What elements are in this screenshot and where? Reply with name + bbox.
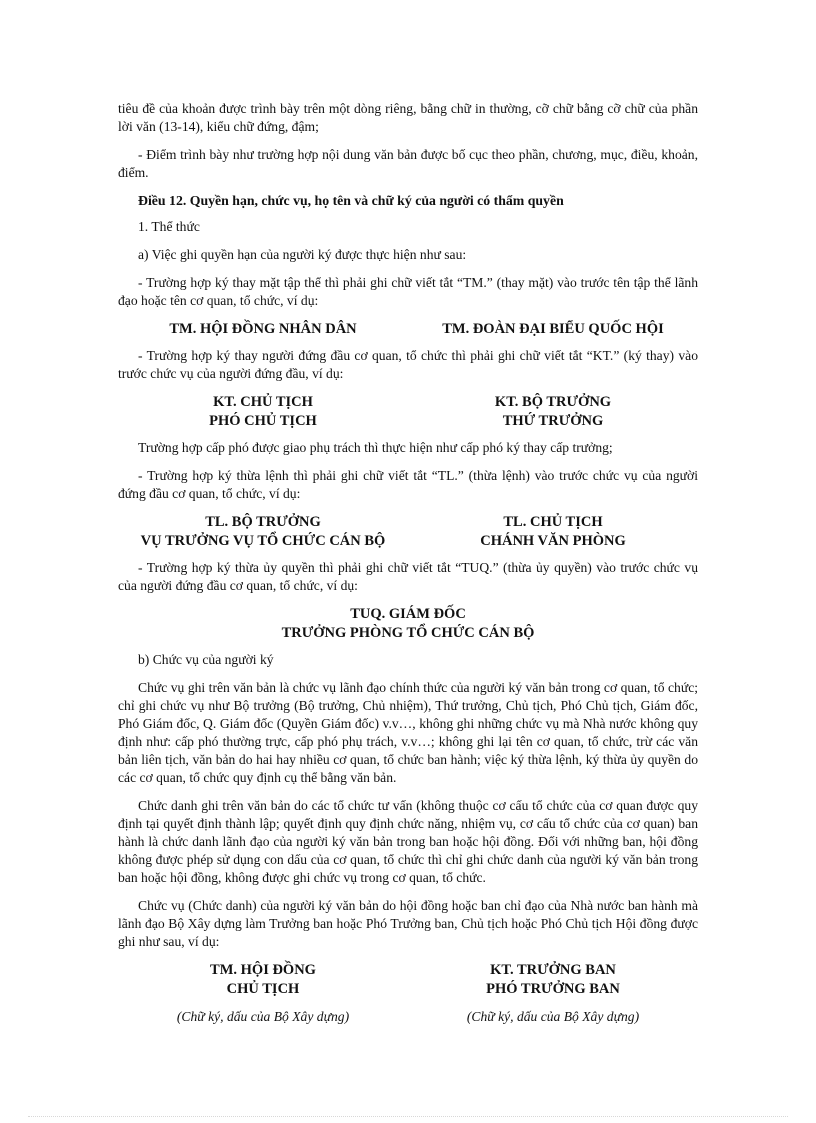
signature-title: TM. HỘI ĐỒNG NHÂN DÂN (169, 321, 357, 337)
paragraph: b) Chức vụ của người ký (138, 652, 274, 667)
signature-title: KT. BỘ TRƯỞNG (494, 394, 612, 410)
signature-position: CHÁNH VĂN PHÒNG (480, 533, 626, 549)
paragraph: Chức vụ ghi trên văn bản là chức vụ lãnh đạo chính thức của người ký văn bản trong cơ quan, tổ chức; chỉ ghi chức vụ như Bộ trưởng (Bộ trưởng, Chủ nhiệm), Thứ trưởng, Chủ tịch, Phó Chủ tịch, Giám đốc, Phó Giám đốc, Q. Giám đốc (Quyền Giám đốc) v.v…, không ghi những chức vụ mà Nhà nước không quy định như: cấp phó thường trực, cấp phó phụ trách, v.v…; không ghi lại tên cơ quan, tổ chức, trừ các văn bản liên tịch, văn bản do hai hay nhiều cơ quan, tổ chức ban hành; việc ký thừa lệnh, ký thừa ủy quyền do các cơ quan, tổ chức quy định cụ thể bằng văn bản. (118, 680, 698, 785)
signature-example-tm (118, 320, 698, 339)
signature-position: VỤ TRƯỞNG VỤ TỔ CHỨC CÁN BỘ (140, 533, 386, 549)
signature-position: CHỦ TỊCH (226, 981, 300, 997)
signature-block (118, 320, 408, 339)
signature-title: KT. CHỦ TỊCH (213, 394, 313, 410)
signature-note: (Chữ ký, dấu của Bộ Xây dựng) (466, 1009, 640, 1024)
paragraph: - Trường hợp ký thay mặt tập thể thì phải ghi chữ viết tắt “TM.” (thay mặt) vào trước tên tập thể lãnh đạo hoặc tên cơ quan, tổ chức, ví dụ: (118, 275, 698, 308)
signature-title: KT. TRƯỞNG BAN (490, 962, 616, 978)
page-bottom-divider (28, 1116, 788, 1117)
signature-block (408, 393, 698, 431)
signature-position: PHÓ CHỦ TỊCH (209, 413, 317, 429)
signature-title: TM. HỘI ĐỒNG (210, 962, 316, 978)
signature-note: (Chữ ký, dấu của Bộ Xây dựng) (176, 1009, 350, 1024)
paragraph: Trường hợp cấp phó được giao phụ trách thì thực hiện như cấp phó ký thay cấp trưởng; (138, 440, 613, 455)
paragraph: - Trường hợp ký thừa lệnh thì phải ghi chữ viết tắt “TL.” (thừa lệnh) vào trước chức vụ của người đứng đầu cơ quan, tổ chức, ví dụ: (118, 468, 698, 501)
signature-block (118, 961, 408, 1026)
paragraph: Chức danh ghi trên văn bản do các tổ chức tư vấn (không thuộc cơ cấu tổ chức của cơ quan được quy định tại quyết định thành lập; quyết định quy định chức năng, nhiệm vụ, cơ cấu tổ chức của cơ quan) ban hành là chức danh lãnh đạo của người ký văn bản trong ban hoặc hội đồng. Đối với những ban, hội đồng không được phép sử dụng con dấu của cơ quan, tổ chức thì chỉ ghi chức danh của người ký văn bản trong ban hoặc hội đồng, không được ghi chức vụ trong cơ quan, tổ chức. (118, 798, 698, 885)
paragraph: - Điểm trình bày như trường hợp nội dung văn bản được bố cục theo phần, chương, mục, điều, khoản, điểm. (118, 147, 698, 180)
paragraph: tiêu đề của khoản được trình bày trên một dòng riêng, bằng chữ in thường, cỡ chữ bằng cỡ chữ của phần lời văn (13-14), kiểu chữ đứng, đậm; (118, 101, 698, 134)
signature-block (408, 513, 698, 551)
signature-position: THỨ TRƯỞNG (502, 413, 604, 429)
signature-example-tl (118, 513, 698, 551)
signature-block (408, 961, 698, 1026)
signature-block (118, 393, 408, 431)
signature-position: PHÓ TRƯỞNG BAN (486, 981, 620, 997)
signature-example-kt (118, 393, 698, 431)
signature-title: TM. ĐOÀN ĐẠI BIỂU QUỐC HỘI (442, 321, 664, 337)
signature-position: TRƯỞNG PHÒNG TỔ CHỨC CÁN BỘ (281, 625, 535, 641)
signature-title: TL. CHỦ TỊCH (503, 514, 603, 530)
signature-block (118, 513, 408, 551)
signature-title: TL. BỘ TRƯỞNG (205, 514, 321, 530)
paragraph: - Trường hợp ký thừa ủy quyền thì phải ghi chữ viết tắt “TUQ.” (thừa ủy quyền) vào trước chức vụ của người đứng đầu cơ quan, tổ chức, ví dụ: (118, 560, 698, 593)
signature-title: TUQ. GIÁM ĐỐC (350, 606, 466, 622)
signature-block (408, 320, 698, 339)
document-body (118, 100, 698, 1034)
signature-example-tuq (118, 605, 698, 643)
paragraph: 1. Thể thức (138, 219, 200, 234)
paragraph: a) Việc ghi quyền hạn của người ký được thực hiện như sau: (138, 247, 467, 262)
article-heading: Điều 12. Quyền hạn, chức vụ, họ tên và chữ ký của người có thẩm quyền (138, 193, 564, 208)
signature-example-council (118, 961, 698, 1026)
paragraph: - Trường hợp ký thay người đứng đầu cơ quan, tổ chức thì phải ghi chữ viết tắt “KT.” (ký thay) vào trước chức vụ của người đứng đầu, ví dụ: (118, 348, 698, 381)
paragraph: Chức vụ (Chức danh) của người ký văn bản do hội đồng hoặc ban chỉ đạo của Nhà nước ban hành mà lãnh đạo Bộ Xây dựng làm Trưởng ban hoặc Phó Trưởng ban, Chủ tịch hoặc Phó Chủ tịch Hội đồng được ghi như sau, ví dụ: (118, 898, 698, 949)
